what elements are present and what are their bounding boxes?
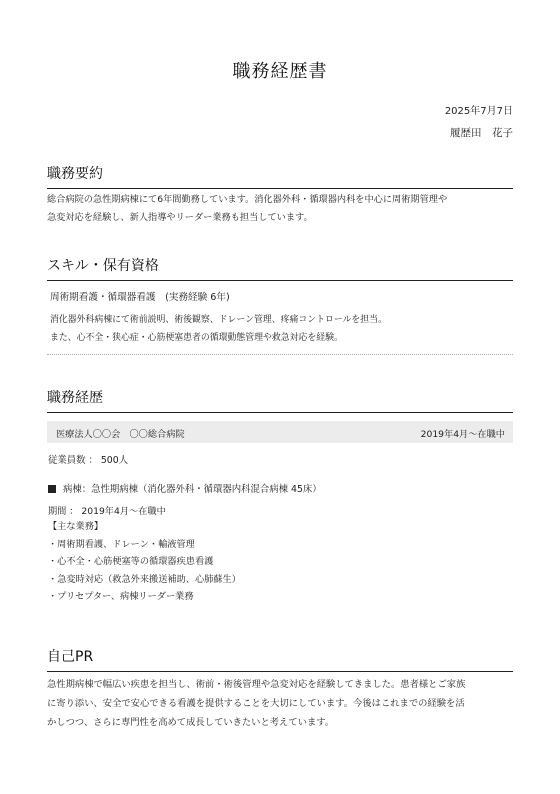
section-heading-self-pr: 自己PR (47, 646, 513, 672)
self-pr-line: かしつつ、さらに専門性を高めて成長していきたいと考えています。 (47, 717, 335, 728)
document-title: 職務経歴書 (232, 61, 328, 82)
summary-text (47, 191, 513, 226)
duties-heading: 【主な業務】 (48, 521, 104, 532)
duty-item: ・急変時対応（救急外来搬送補助、心肺蘇生） (48, 573, 241, 585)
skill-line: また、心不全・狭心症・心筋梗塞患者の循環動態管理や救急対応を経験。 (50, 332, 343, 343)
duty-item: ・周術期看護、ドレーン・輸液管理 (48, 538, 195, 550)
duties-list (48, 518, 241, 606)
skill-line: 消化器外科病棟にて術前説明、術後観察、ドレーン管理、疼痛コントロールを担当。 (50, 315, 387, 325)
self-pr-line: に寄り添い、安全で安心できる看護を提供することを大切にしています。今後はこれまでの経験を活 (47, 698, 465, 709)
employee-count: 従業員数 ： 500人 (48, 455, 129, 466)
applicant-name: 履歴田 花子 (450, 127, 513, 139)
duty-item: ・プリセプター、病棟リーダー業務 (48, 591, 194, 603)
section-heading-skills: スキル・保有資格 (47, 255, 513, 281)
summary-line: 急変対応を経験し、新人指導やリーダー業務も担当しています。 (47, 211, 313, 223)
skill-description (50, 312, 387, 347)
skill-title: 周術期看護・循環器看護 (実務経験 6年) (50, 292, 230, 303)
section-heading-career: 職務経歴 (47, 387, 513, 413)
duty-item: ・心不全・心筋梗塞等の循環器疾患看護 (48, 556, 214, 568)
employment-period: 2019年4月～在職中 (420, 429, 505, 440)
ward-heading (48, 481, 322, 495)
employer-bar (47, 421, 513, 443)
square-bullet-icon (48, 485, 56, 493)
employer-name: 医療法人〇〇会 〇〇総合病院 (56, 429, 185, 440)
document-date: 2025年7月7日 (444, 106, 513, 117)
summary-line: 総合病院の急性期病棟にて6年間勤務しています。消化器外科・循環器内科を中心に周術期管理や (47, 194, 448, 205)
self-pr-text (47, 675, 517, 732)
ward-period: 期間 ： 2019年4月～在職中 (48, 506, 166, 517)
ward-text: 病棟：急性期病棟（消化器外科・循環器内科混合病棟 45床） (63, 484, 322, 495)
section-heading-summary: 職務要約 (47, 163, 513, 189)
self-pr-line: 急性期病棟で幅広い疾患を担当し、術前・術後管理や急変対応を経験してきました。患者様とご家族 (47, 679, 466, 690)
dotted-divider (47, 354, 513, 355)
